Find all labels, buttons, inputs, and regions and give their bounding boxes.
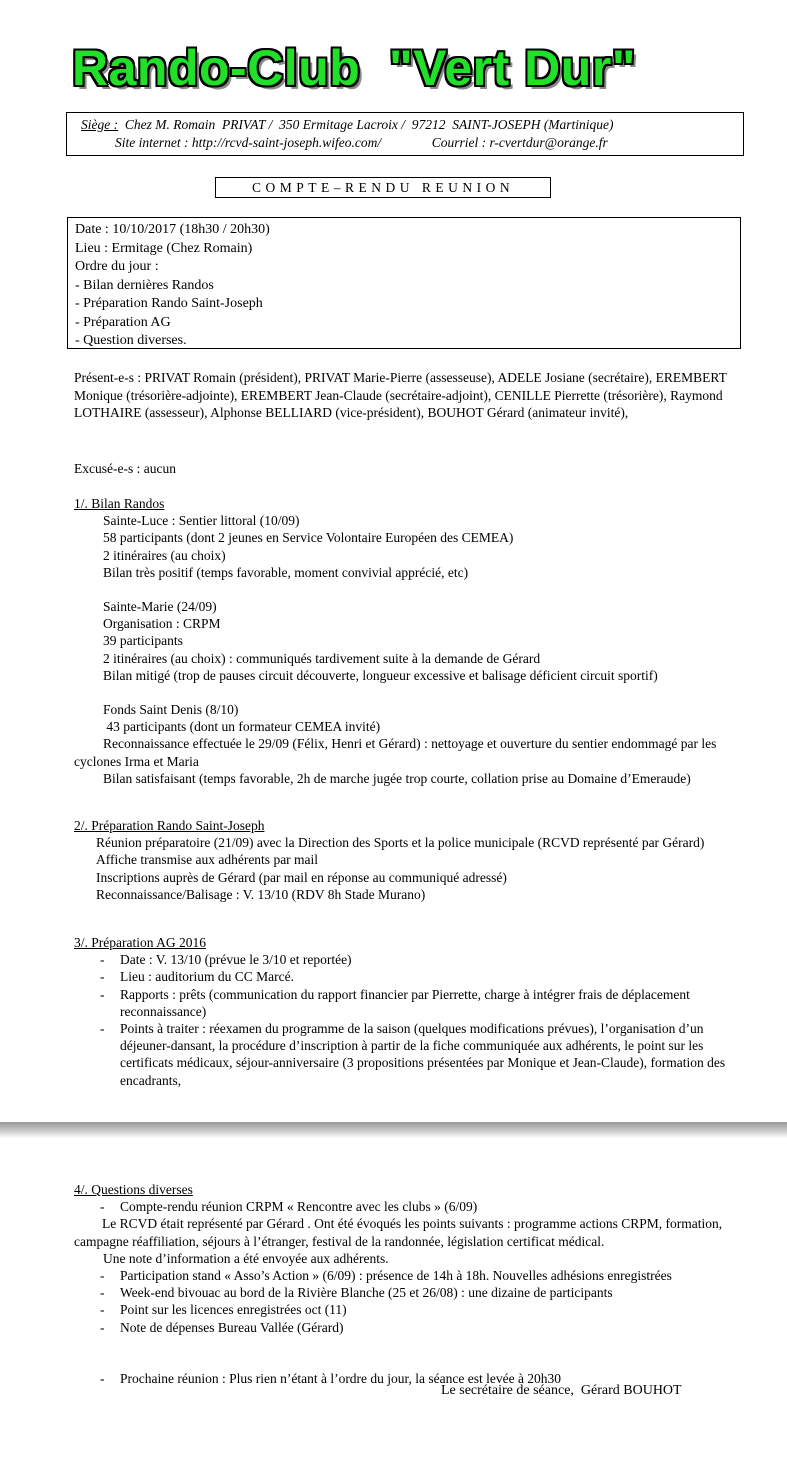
list-item: - Compte-rendu réunion CRPM « Rencontre avec les clubs » (6/09) [74, 1198, 744, 1215]
meeting-place: Lieu : Ermitage (Chez Romain) [75, 240, 253, 256]
rando-line: Bilan très positif (temps favorable, moment convivial apprécié, etc) [103, 564, 469, 580]
section-rando-saint-joseph [74, 817, 744, 903]
meeting-date: Date : 10/10/2017 (18h30 / 20h30) [75, 222, 270, 237]
rando-line: 2 itinéraires (au choix) : communiqués tardivement suite à la demande de Gérard [103, 650, 541, 666]
list-item: - Note de dépenses Bureau Vallée (Gérard) [74, 1319, 744, 1336]
excused-line: Excusé-e-s : aucun [74, 461, 176, 476]
siege-line [81, 117, 614, 133]
contact-line: Site internet : http://rcvd-saint-joseph.wifeo.com/ Courriel : r-cvertdur@orange.fr [115, 135, 608, 150]
questions-list [74, 1267, 744, 1336]
rando-line: Organisation : CRPM [103, 616, 221, 632]
prep-line: Inscriptions auprès de Gérard (par mail en réponse au communiqué adressé) [96, 869, 507, 885]
rando-line: 39 participants [103, 633, 183, 649]
rando-line: 43 participants (dont un formateur CEMEA invité) [103, 719, 381, 735]
rando-line: 2 itinéraires (au choix) [103, 547, 226, 563]
meeting-info-box [67, 217, 741, 349]
list-item: - Rapports : prêts (communication du rapport financier par Pierrette, charge à intégrer frais de déplacement reconnaissance) [74, 986, 744, 1020]
agenda-item: - Préparation Rando Saint-Joseph [75, 296, 263, 311]
rando-line: Sainte-Marie (24/09) [103, 599, 217, 615]
crpm-paragraph: Le RCVD était représenté par Gérard . Ont été évoqués les points suivants : programme actions CRPM, formation, campagne réaffiliation, séjours à l’étranger, festival de la randonnée, législation certificat médical. [74, 1216, 723, 1249]
prep-line: Affiche transmise aux adhérents par mail [96, 852, 319, 868]
list-item: - Date : V. 13/10 (prévue le 3/10 et reportée) [74, 951, 744, 968]
section-preparation-ag [74, 934, 744, 1089]
list-item: - Points à traiter : réexamen du programme de la saison (quelques modifications prévues), l’organisation d’un déjeuner-dansant, la procédure d’inscription à partir de la fiche communiquée aux adhérents, le point sur les certificats médicaux, séjour-anniversaire (3 propositions présentées par Monique et Jean-Claude), formation des encadrants, [74, 1020, 744, 1089]
rando-line: Bilan satisfaisant (temps favorable, 2h de marche jugée trop courte, collation prise au Domaine d’Emeraude) [103, 770, 691, 786]
agenda-item: - Préparation AG [75, 314, 171, 330]
section-title: 1/. Bilan Randos [74, 496, 165, 511]
section-title: 3/. Préparation AG 2016 [74, 935, 206, 950]
note-line: Une note d’information a été envoyée aux adhérents. [103, 1250, 389, 1266]
signature-line: Le secrétaire de séance, Gérard BOUHOT [441, 1383, 682, 1398]
section-title: 2/. Préparation Rando Saint-Joseph [74, 818, 265, 833]
siege-label: Siège : [81, 117, 119, 132]
list-item: - Prochaine réunion : Plus rien n’étant à l’ordre du jour, la séance est levée à 20h30 [74, 1370, 744, 1387]
attendees-paragraph: Présent-e-s : PRIVAT Romain (président), PRIVAT Marie-Pierre (assesseuse), ADELE Josiane (secrétaire), EREMBERT Monique (trésorière-adjointe), EREMBERT Jean-Claude (secrétaire-adjoint), CENILLE Pierrette (trésorière), Raymond LOTHAIRE (assesseur), Alphonse BELLIARD (vice-président), BOUHOT Gérard (animateur invité), [74, 370, 727, 420]
list-item: - Participation stand « Asso’s Action » (6/09) : présence de 14h à 18h. Nouvelles adhésions enregistrées [74, 1267, 744, 1284]
ag-list [74, 951, 744, 1089]
rando-line: Bilan mitigé (trop de pauses circuit découverte, longueur excessive et balisage déficient circuit sportif) [103, 667, 658, 683]
agenda-label: Ordre du jour : [75, 259, 159, 274]
agenda-item: - Question diverses. [75, 333, 187, 348]
rando-line: Reconnaissance effectuée le 29/09 (Félix, Henri et Gérard) : nettoyage et ouverture du sentier endommagé par les cyclones Irma et Maria [74, 736, 717, 769]
club-address-box [66, 112, 744, 156]
page-break [0, 1122, 787, 1138]
section-bilan-randos [74, 495, 744, 787]
agenda-item: - Bilan dernières Randos [75, 277, 214, 293]
report-title: COMPTE–RENDU REUNION [215, 177, 551, 198]
list-item: - Lieu : auditorium du CC Marcé. [74, 968, 744, 985]
prep-line: Réunion préparatoire (21/09) avec la Direction des Sports et la police municipale (RCVD représenté par Gérard) [96, 835, 705, 851]
list-item: - Point sur les licences enregistrées oct (11) [74, 1301, 744, 1318]
prep-line: Reconnaissance/Balisage : V. 13/10 (RDV 8h Stade Murano) [96, 886, 426, 902]
section-title: 4/. Questions diverses [74, 1182, 193, 1197]
questions-list-intro [74, 1198, 744, 1215]
rando-line: 58 participants (dont 2 jeunes en Service Volontaire Européen des CEMEA) [103, 530, 514, 546]
siege-address: Chez M. Romain PRIVAT / 350 Ermitage Lacroix / 97212 SAINT-JOSEPH (Martinique) [118, 117, 614, 132]
club-title: Rando-Club "Vert Dur" [72, 40, 636, 96]
rando-line: Sainte-Luce : Sentier littoral (10/09) [103, 513, 300, 529]
rando-line: Fonds Saint Denis (8/10) [103, 702, 239, 718]
section-questions-diverses [74, 1181, 744, 1387]
list-item: - Week-end bivouac au bord de la Rivière Blanche (25 et 26/08) : une dizaine de participants [74, 1284, 744, 1301]
